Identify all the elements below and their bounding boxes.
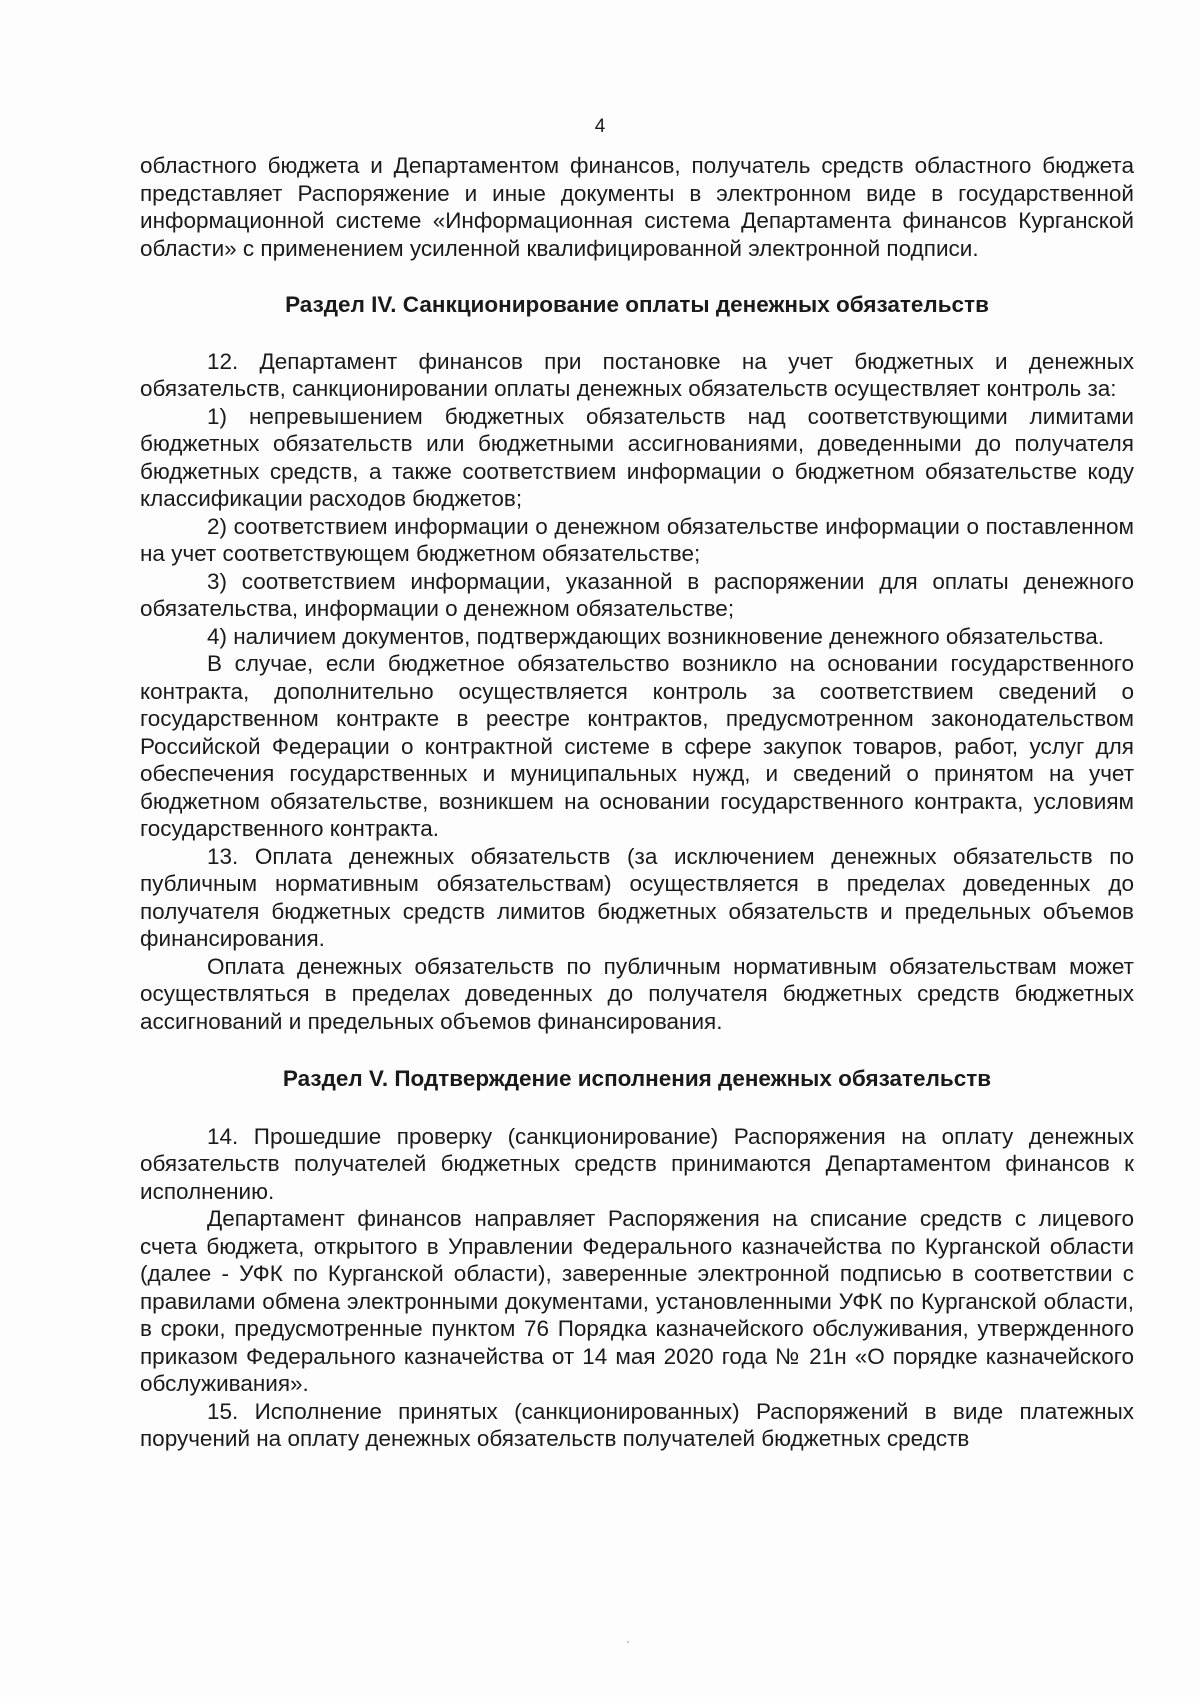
paragraph-12: 12. Департамент финансов при постановке на учет бюджетных и денежных обязательств, санкционировании оплаты денежных обязательств осуществляет контроль за: xyxy=(140,348,1134,401)
paragraph-14: 14. Прошедшие проверку (санкционирование) Распоряжения на оплату денежных обязательств получателей бюджетных средств принимаются Департаментом финансов к исполнению. xyxy=(140,1123,1134,1204)
section-5-title: Раздел V. Подтверждение исполнения денежных обязательств xyxy=(282,1066,992,1091)
paragraph-contract-control: В случае, если бюджетное обязательство возникло на основании государственного контракта, дополнительно осуществляется контроль за соответствием сведений о государственном контракте в реестре контрактов, предусмотренном законодательством Российской Федерации о контрактной системе в сфере закупок товаров, работ, услуг для обеспечения государственных и муниципальных нужд, и сведений о принятом на учет бюджетном обязательстве, возникшем на основании государственного контракта, условиям государственного контракта. xyxy=(140,651,1134,841)
page-number: 4 xyxy=(594,116,606,137)
document-body xyxy=(140,152,1134,1453)
paragraph-15: 15. Исполнение принятых (санкционированных) Распоряжений в виде платежных поручений на оплату денежных обязательств получателей бюджетных средств xyxy=(140,1398,1134,1451)
list-item-4: 4) наличием документов, подтверждающих возникновение денежного обязательства. xyxy=(207,623,1105,649)
paragraph-department-orders: Департамент финансов направляет Распоряжения на списание средств с лицевого счета бюджета, открытого в Управлении Федерального казначейства по Курганской области (далее - УФК по Курганской области), заверенные электронной подписью в соответствии с правилами обмена электронными документами, установленными УФК по Курганской области, в сроки, предусмотренные пунктом 76 Порядка казначейского обслуживания, утвержденного приказом Федерального казначейства от 14 мая 2020 года № 21н «О порядке казначейского обслуживания». xyxy=(140,1206,1134,1396)
list-item-1: 1) непревышением бюджетных обязательств над соответствующими лимитами бюджетных обязательств или бюджетными ассигнованиями, доведенными до получателя бюджетных средств, а также соответствием информации о бюджетном обязательстве коду классификации расходов бюджетов; xyxy=(140,403,1134,511)
paragraph-public-obligations: Оплата денежных обязательств по публичным нормативным обязательствам может осуществляться в пределах доведенных до получателя бюджетных средств бюджетных ассигнований и предельных объемов финансирования. xyxy=(140,953,1134,1034)
list-item-3: 3) соответствием информации, указанной в распоряжении для оплаты денежного обязательства, информации о денежном обязательстве; xyxy=(140,568,1134,621)
intro-paragraph: областного бюджета и Департаментом финансов, получатель средств областного бюджета представляет Распоряжение и иные документы в электронном виде в государственной информационной системе «Информационная система Департамента финансов Курганской области» с применением усиленной квалифицированной электронной подписи. xyxy=(140,153,1134,261)
list-item-2: 2) соответствием информации о денежном обязательстве информации о поставленном на учет соответствующем бюджетном обязательстве; xyxy=(140,513,1134,566)
paragraph-13: 13. Оплата денежных обязательств (за исключением денежных обязательств по публичным нормативным обязательствам) осуществляется в пределах доведенных до получателя бюджетных средств лимитов бюджетных обязательств и предельных объемов финансирования. xyxy=(140,843,1134,951)
section-4-title: Раздел IV. Санкционирование оплаты денежных обязательств xyxy=(285,292,989,317)
scan-artifact xyxy=(627,1641,629,1643)
